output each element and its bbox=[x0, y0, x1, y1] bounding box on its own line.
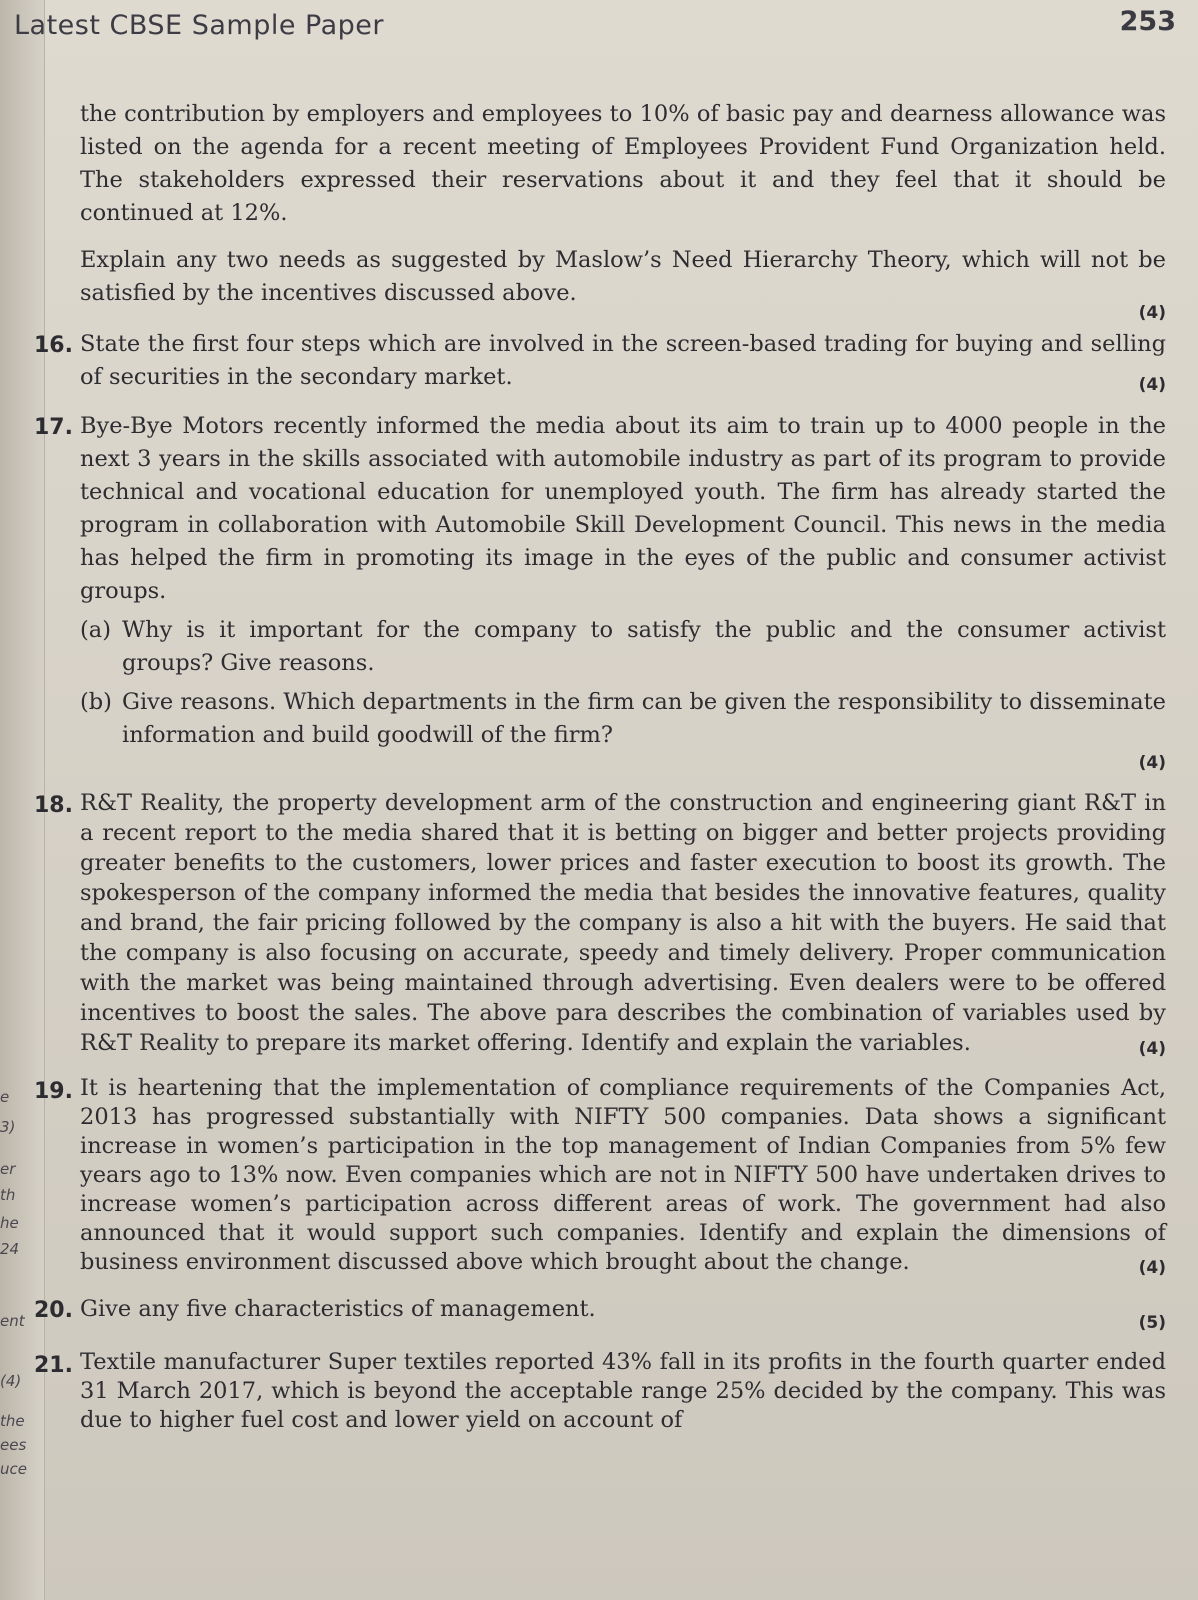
question-number: 16. bbox=[34, 333, 73, 358]
question-text: Bye-Bye Motors recently informed the media about its aim to train up to 4000 people in the next 3 years in the skills associated with automobile industry as part of its program to provide technical and vocational education for unemployed youth. The firm has already started the program in collaboration with Automobile Skill Development Council. This news in the media has helped the firm in promoting its image in the eyes of the public and consumer activist groups. bbox=[80, 413, 1166, 604]
question-18 bbox=[34, 788, 1166, 1064]
question-text: Give any five characteristics of management. bbox=[80, 1296, 596, 1322]
subpart-text: Why is it important for the company to satisfy the public and the consumer activist groups? Give reasons. bbox=[122, 617, 1166, 676]
question-marks: (4) bbox=[1138, 1258, 1166, 1278]
margin-note: ees bbox=[0, 1436, 27, 1454]
question-text: Textile manufacturer Super textiles reported 43% fall in its profits in the fourth quarter ended 31 March 2017, which is beyond the acceptable range 25% decided by the company. This was due to higher fuel cost and lower yield on account of bbox=[80, 1349, 1166, 1433]
question-20 bbox=[34, 1293, 1166, 1338]
question-number: 21. bbox=[34, 1353, 73, 1378]
question-21 bbox=[34, 1348, 1166, 1435]
question-text: State the first four steps which are involved in the screen-based trading for buying and selling of securities in the secondary market. bbox=[80, 331, 1166, 390]
question-19 bbox=[34, 1074, 1166, 1283]
question-text: R&T Reality, the property development arm of the construction and engineering giant R&T in a recent report to the media shared that it is betting on bigger and better projects providing greater benefits to the customers, lower prices and faster execution to boost its growth. The spokesperson of the company informed the media that besides the innovative features, quality and brand, the fair pricing followed by the company is also a hit with the buyers. He said that the company is also focusing on accurate, speedy and timely delivery. Proper communication with the market was being maintained through advertising. Even dealers were to be offered incentives to boost the sales. The above para describes the combination of variables used by R&T Reality to prepare its market offering. Identify and explain the variables. bbox=[80, 790, 1166, 1056]
margin-note: 24 bbox=[0, 1240, 20, 1258]
subpart-label: (b) bbox=[80, 689, 112, 715]
margin-note: er bbox=[0, 1160, 16, 1178]
subpart-label: (a) bbox=[80, 617, 111, 643]
margin-note: uce bbox=[0, 1460, 27, 1478]
question-number: 19. bbox=[34, 1079, 73, 1104]
subpart-b bbox=[80, 686, 1166, 752]
question-marks: (4) bbox=[1138, 1039, 1166, 1059]
running-header-title: Latest CBSE Sample Paper bbox=[14, 10, 384, 41]
question-17 bbox=[34, 410, 1166, 778]
subpart-a bbox=[80, 614, 1166, 680]
question-text: It is heartening that the implementation of compliance requirements of the Companies Act, 2013 has progressed substantially with NIFTY 500 companies. Data shows a significant increase in women’s participation in the top management of Indian Companies from 5% few years ago to 13% now. Even companies which are not in NIFTY 500 have undertaken drives to increase women’s participation across different areas of work. The government had also announced that it would support such companies. Identify and explain the dimensions of business environment discussed above which brought about the change. bbox=[80, 1075, 1166, 1275]
question-marks: (4) bbox=[1138, 375, 1166, 395]
question-16 bbox=[34, 328, 1166, 400]
question-number: 17. bbox=[34, 415, 73, 440]
subpart-text: Give reasons. Which departments in the firm can be given the responsibility to disseminate information and build goodwill of the firm? bbox=[122, 689, 1166, 748]
margin-note: he bbox=[0, 1214, 19, 1232]
intro-question bbox=[34, 244, 1166, 310]
page-number: 253 bbox=[1119, 6, 1176, 37]
page-content bbox=[34, 98, 1166, 1445]
margin-note: th bbox=[0, 1186, 16, 1204]
intro-paragraph: the contribution by employers and employees to 10% of basic pay and dearness allowance was listed on the agenda for a recent meeting of Employees Provident Fund Organization held. The stakeholders expressed their reservations about it and they feel that it should be continued at 12%. bbox=[80, 101, 1166, 226]
margin-note: the bbox=[0, 1412, 25, 1430]
question-marks: (5) bbox=[1138, 1313, 1166, 1333]
margin-note: e bbox=[0, 1088, 10, 1106]
margin-note: (4) bbox=[0, 1372, 22, 1390]
intro-marks: (4) bbox=[1138, 303, 1166, 323]
question-number: 20. bbox=[34, 1298, 73, 1323]
margin-note: ent bbox=[0, 1312, 25, 1330]
question-marks: (4) bbox=[1138, 753, 1166, 773]
question-number: 18. bbox=[34, 793, 73, 818]
intro-question-text: Explain any two needs as suggested by Maslow’s Need Hierarchy Theory, which will not be satisfied by the incentives discussed above. bbox=[80, 247, 1166, 306]
margin-note: 3) bbox=[0, 1118, 16, 1136]
